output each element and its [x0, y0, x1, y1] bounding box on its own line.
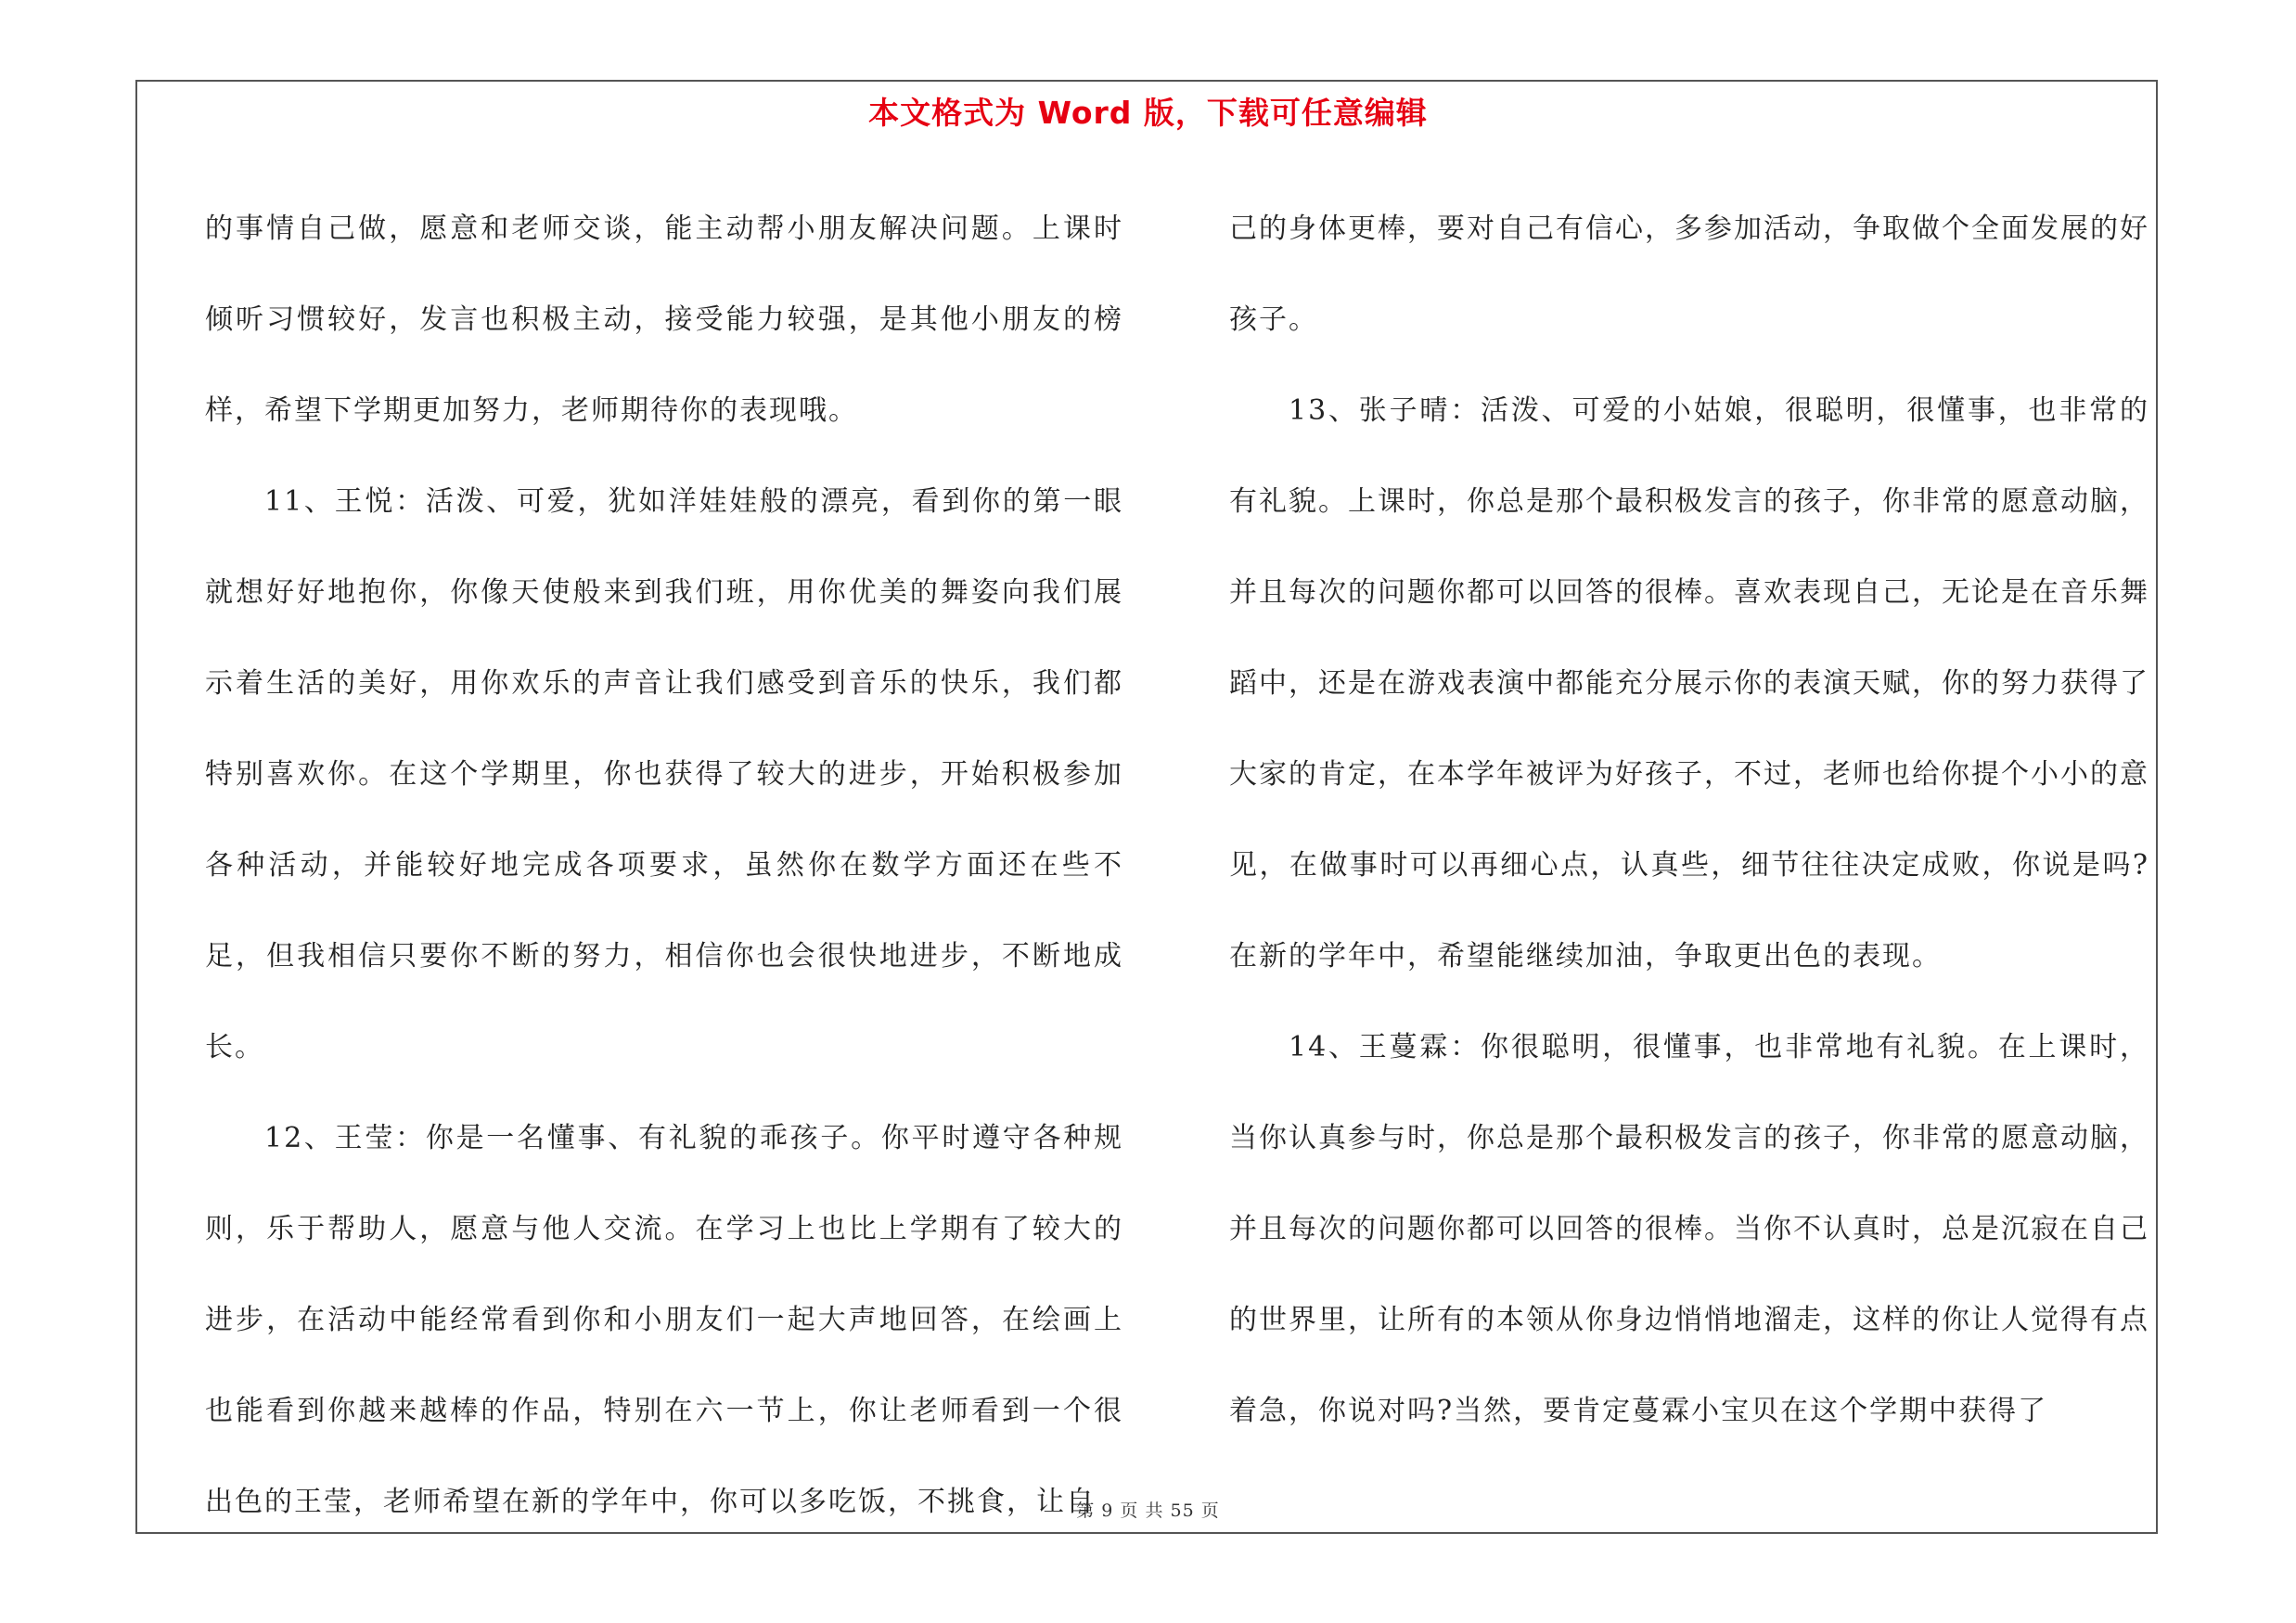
paragraph-comment-12: 12、王莹：你是一名懂事、有礼貌的乖孩子。你平时遵守各种规则，乐于帮助人，愿意与他人交流。在学习上也比上学期有了较大的进步，在活动中能经常看到你和小朋友们一起大声地回答，在绘画上也能看到你越来越棒的作品，特别在六一节上，你让老师看到一个很出色的王莹，老师希望在新的学年中，你可以多吃饭，不挑食，让自: [205, 1122, 1123, 1518]
right-text-column: [1229, 184, 2149, 1457]
paragraph-continued: 的事情自己做，愿意和老师交谈，能主动帮小朋友解决问题。上课时倾听习惯较好，发言也积极主动，接受能力较强，是其他小朋友的榜样，希望下学期更加努力，老师期待你的表现哦。: [205, 213, 1123, 427]
paragraph-comment-14: 14、王蔓霖：你很聪明，很懂事，也非常地有礼貌。在上课时，当你认真参与时，你总是那个最积极发言的孩子，你非常的愿意动脑，并且每次的问题你都可以回答的很棒。当你不认真时，总是沉寂在自己的世界里，让所有的本领从你身边悄悄地溜走，这样的你让人觉得有点着急，你说对吗?当然，要肯定蔓霖小宝贝在这个学期中获得了: [1229, 1031, 2149, 1427]
paragraph-comment-11: 11、王悦：活泼、可爱，犹如洋娃娃般的漂亮，看到你的第一眼就想好好地抱你，你像天使般来到我们班，用你优美的舞姿向我们展示着生活的美好，用你欢乐的声音让我们感受到音乐的快乐，我们都特别喜欢你。在这个学期里，你也获得了较大的进步，开始积极参加各种活动，并能较好地完成各项要求，虽然你在数学方面还在些不足，但我相信只要你不断的努力，相信你也会很快地进步，不断地成长。: [205, 485, 1123, 1063]
page-number-footer: 第 9 页 共 55 页: [1076, 1501, 1220, 1521]
paragraph-comment-13: 13、张子晴：活泼、可爱的小姑娘，很聪明，很懂事，也非常的有礼貌。上课时，你总是那个最积极发言的孩子，你非常的愿意动脑，并且每次的问题你都可以回答的很棒。喜欢表现自己，无论是在音乐舞蹈中，还是在游戏表演中都能充分展示你的表演天赋，你的努力获得了大家的肯定，在本学年被评为好孩子，不过，老师也给你提个小小的意见，在做事时可以再细心点，认真些，细节往往决定成败，你说是吗?在新的学年中，希望能继续加油，争取更出色的表现。: [1229, 394, 2149, 973]
paragraph-continued-right: 己的身体更棒，要对自己有信心，多参加活动，争取做个全面发展的好孩子。: [1229, 213, 2149, 336]
left-text-column: [205, 184, 1123, 1548]
word-format-notice: 本文格式为 Word 版，下载可任意编辑: [868, 95, 1428, 131]
